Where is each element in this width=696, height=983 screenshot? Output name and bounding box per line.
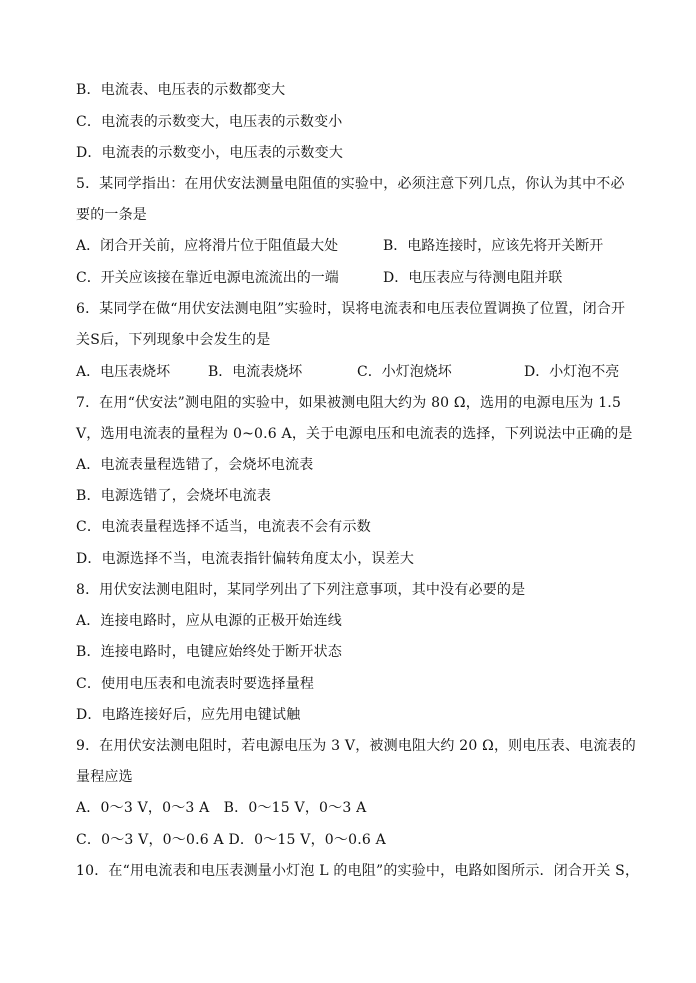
q6-stem-line-2: 关S后，下列现象中会发生的是: [76, 332, 271, 348]
q9-options-ab: A．0～3 V，0～3 A B．0～15 V，0～3 A: [76, 800, 367, 816]
q5-option-d: D．电压表应与待测电阻并联: [383, 270, 563, 286]
q8-option-d: D．电路连接好后，应先用电键试触: [76, 707, 301, 723]
q7-option-c: C．电流表量程选择不适当，电流表不会有示数: [76, 519, 371, 535]
q9-options-cd: C．0～3 V，0～0.6 A D．0～15 V，0～0.6 A: [76, 832, 386, 848]
q6-option-b: B．电流表烧坏: [208, 364, 303, 380]
q5-stem-line-1: 5．某同学指出：在用伏安法测量电阻值的实验中，必须注意下列几点，你认为其中不必: [76, 176, 625, 192]
q8-option-c: C．使用电压表和电流表时要选择量程: [76, 676, 315, 692]
q6-stem-line-1: 6．某同学在做“用伏安法测电阻”实验时，误将电流表和电压表位置调换了位置，闭合开: [76, 301, 626, 317]
q5-stem-line-2: 要的一条是: [76, 207, 147, 223]
q4-option-c: C．电流表的示数变大，电压表的示数变小: [76, 114, 343, 130]
q10-stem-line-1: 10．在“用电流表和电压表测量小灯泡 L 的电阻”的实验中，电路如图所示．闭合开关 S，: [76, 863, 640, 879]
q6-option-d: D．小灯泡不亮: [524, 364, 620, 380]
q5-option-b: B．电路连接时，应该先将开关断开: [383, 238, 604, 254]
q8-option-a: A．连接电路时，应从电源的正极开始连线: [76, 613, 342, 629]
q6-option-a: A．电压表烧坏: [76, 364, 171, 380]
q7-stem-line-2: V，选用电流表的量程为 0~0.6 A，关于电源电压和电流表的选择，下列说法中正确的是: [76, 426, 633, 442]
q5-option-c: C．开关应该接在靠近电源电流流出的一端: [76, 270, 339, 286]
q4-option-b: B．电流表、电压表的示数都变大: [76, 82, 286, 98]
q9-stem-line-2: 量程应选: [76, 769, 133, 785]
q7-option-d: D．电源选择不当，电流表指针偏转角度太小，误差大: [76, 551, 415, 567]
q7-option-b: B．电源选错了，会烧坏电流表: [76, 488, 272, 504]
q8-stem: 8．用伏安法测电阻时，某同学列出了下列注意事项，其中没有必要的是: [76, 582, 526, 598]
q4-option-d: D．电流表的示数变小，电压表的示数变大: [76, 145, 344, 161]
q9-stem-line-1: 9．在用伏安法测电阻时，若电源电压为 3 V，被测电阻大约 20 Ω，则电压表、电流表的: [76, 738, 636, 754]
q5-option-a: A．闭合开关前，应将滑片位于阻值最大处: [76, 238, 339, 254]
q7-stem-line-1: 7．在用“伏安法”测电阻的实验中，如果被测电阻大约为 80 Ω，选用的电源电压为 1.5: [76, 395, 622, 411]
q8-option-b: B．连接电路时，电键应始终处于断开状态: [76, 644, 343, 660]
q7-option-a: A．电流表量程选错了，会烧坏电流表: [76, 457, 314, 473]
q6-option-c: C．小灯泡烧坏: [357, 364, 452, 380]
